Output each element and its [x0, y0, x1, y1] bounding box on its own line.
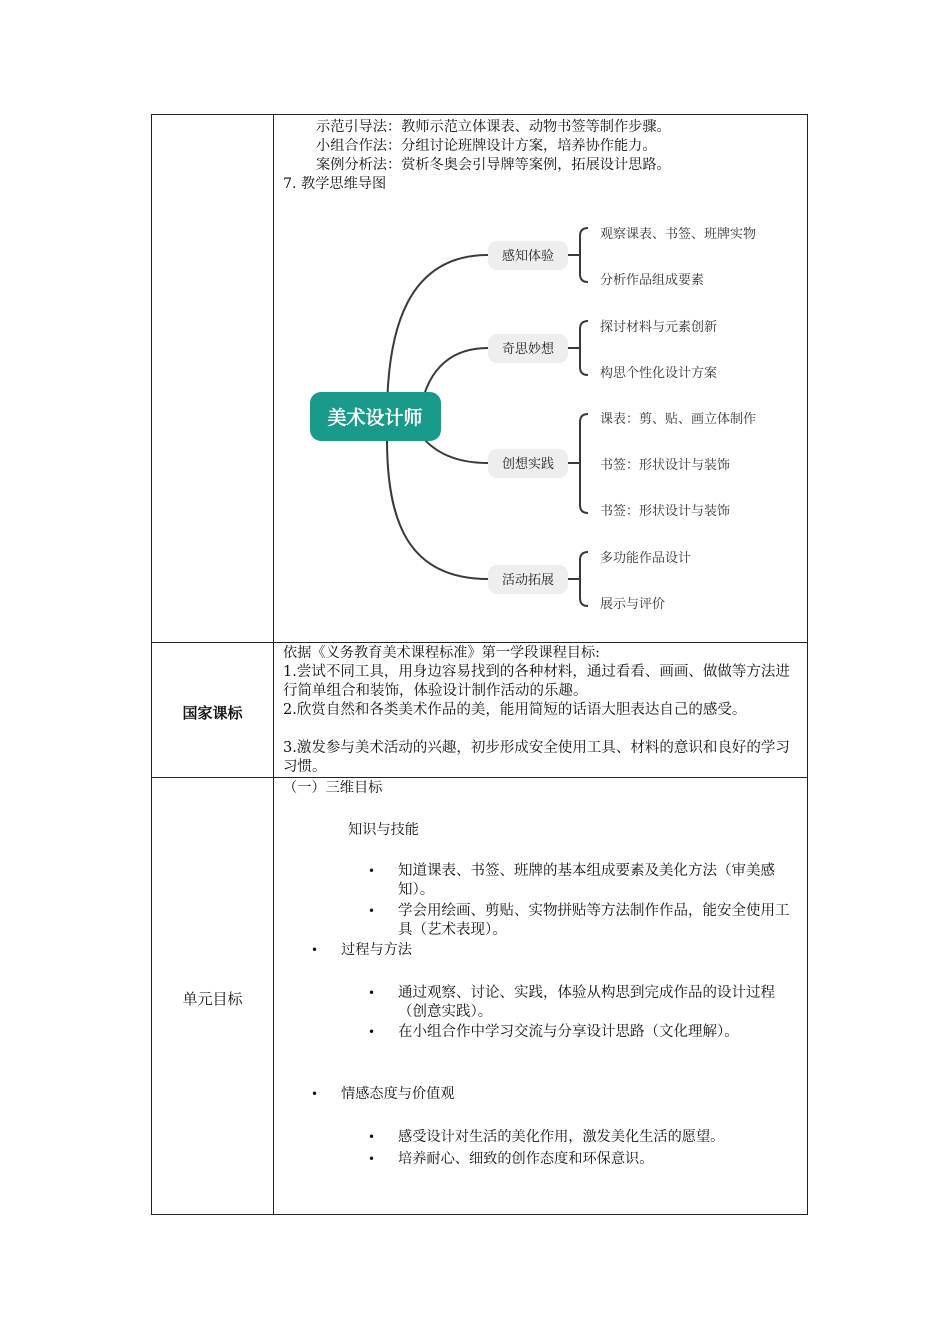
method-demonstration: 示范引导法：教师示范立体课表、动物书签等制作步骤。 — [316, 119, 671, 135]
leaf-label: 书签：形状设计与装饰 — [600, 458, 731, 473]
leaf-label: 探讨材料与元素创新 — [600, 320, 718, 335]
leaf-bracket — [568, 321, 588, 375]
bullet-icon: • — [368, 904, 376, 918]
bullet-icon: • — [311, 1087, 319, 1101]
leaf-bracket — [568, 552, 588, 606]
bullet-icon: • — [311, 943, 319, 957]
emotion-heading: 情感态度与价值观 — [341, 1086, 455, 1102]
bullet-icon: • — [368, 1025, 376, 1039]
leaf-label: 展示与评价 — [600, 597, 666, 612]
branch-label: 活动拓展 — [501, 573, 555, 588]
column-divider — [273, 115, 274, 1214]
leaf-label: 书签：形状设计与装饰 — [600, 504, 731, 519]
leaf-bracket — [568, 414, 588, 513]
emotion-item: 感受设计对生活的美化作用，激发美化生活的愿望。 — [398, 1129, 725, 1145]
branch-label: 感知体验 — [501, 249, 555, 264]
bullet-icon: • — [368, 864, 376, 878]
leaf-label: 构思个性化设计方案 — [600, 366, 718, 381]
branch-label: 奇思妙想 — [501, 342, 555, 357]
leaf-bracket — [568, 228, 588, 282]
mindmap-heading: 7. 教学思维导图 — [283, 176, 387, 192]
national-standard-item: 1.尝试不同工具，用身边容易找到的各种材料，通过看看、画画、做做等方法进行简单组合和装饰，体验设计制作活动的乐趣。 — [283, 664, 790, 699]
branch-connector — [387, 439, 488, 579]
method-case-analysis: 案例分析法：赏析冬奥会引导牌等案例，拓展设计思路。 — [316, 157, 671, 173]
leaf-label: 课表：剪、贴、画立体制作 — [600, 412, 757, 427]
national-standard-item: 3.激发参与美术活动的兴趣，初步形成安全使用工具、材料的意识和良好的学习习惯。 — [283, 740, 790, 775]
emotion-item: 培养耐心、细致的创作态度和环保意识。 — [398, 1151, 654, 1167]
leaf-label: 观察课表、书签、班牌实物 — [600, 227, 757, 242]
knowledge-heading: 知识与技能 — [348, 822, 419, 838]
mind-map — [302, 210, 772, 620]
method-group-work: 小组合作法：分组讨论班牌设计方案，培养协作能力。 — [316, 138, 657, 154]
bullet-icon: • — [368, 1152, 376, 1166]
knowledge-item: 知道课表、书签、班牌的基本组成要素及美化方法（审美感知）。 — [398, 863, 775, 898]
mindmap-center-label: 美术设计师 — [327, 407, 423, 429]
national-standard-item: 2.欣赏自然和各类美术作品的美，能用简短的话语大胆表达自己的感受。 — [283, 702, 747, 718]
process-item: 通过观察、讨论、实践，体验从构思到完成作品的设计过程（创意实践）。 — [398, 985, 775, 1020]
row-divider — [152, 642, 807, 643]
three-dim-goals-title: （一）三维目标 — [283, 780, 383, 796]
process-heading: 过程与方法 — [341, 942, 412, 958]
leaf-label: 分析作品组成要素 — [600, 273, 705, 288]
row-divider — [152, 777, 807, 778]
unit-goals-label: 单元目标 — [182, 990, 243, 1008]
national-standard-label: 国家课标 — [182, 704, 243, 722]
bullet-icon: • — [368, 1130, 376, 1144]
leaf-label: 多功能作品设计 — [600, 551, 692, 566]
branch-connector — [424, 439, 488, 463]
lesson-plan-table — [151, 114, 808, 1215]
branch-label: 创想实践 — [501, 457, 555, 472]
knowledge-item: 学会用绘画、剪贴、实物拼贴等方法制作作品，能安全使用工具（艺术表现）。 — [398, 903, 790, 938]
bullet-icon: • — [368, 986, 376, 1000]
national-standard-intro: 依据《义务教育美术课程标准》第一学段课程目标: — [283, 645, 600, 661]
process-item: 在小组合作中学习交流与分享设计思路（文化理解）。 — [398, 1024, 739, 1040]
branch-connector — [424, 348, 488, 395]
